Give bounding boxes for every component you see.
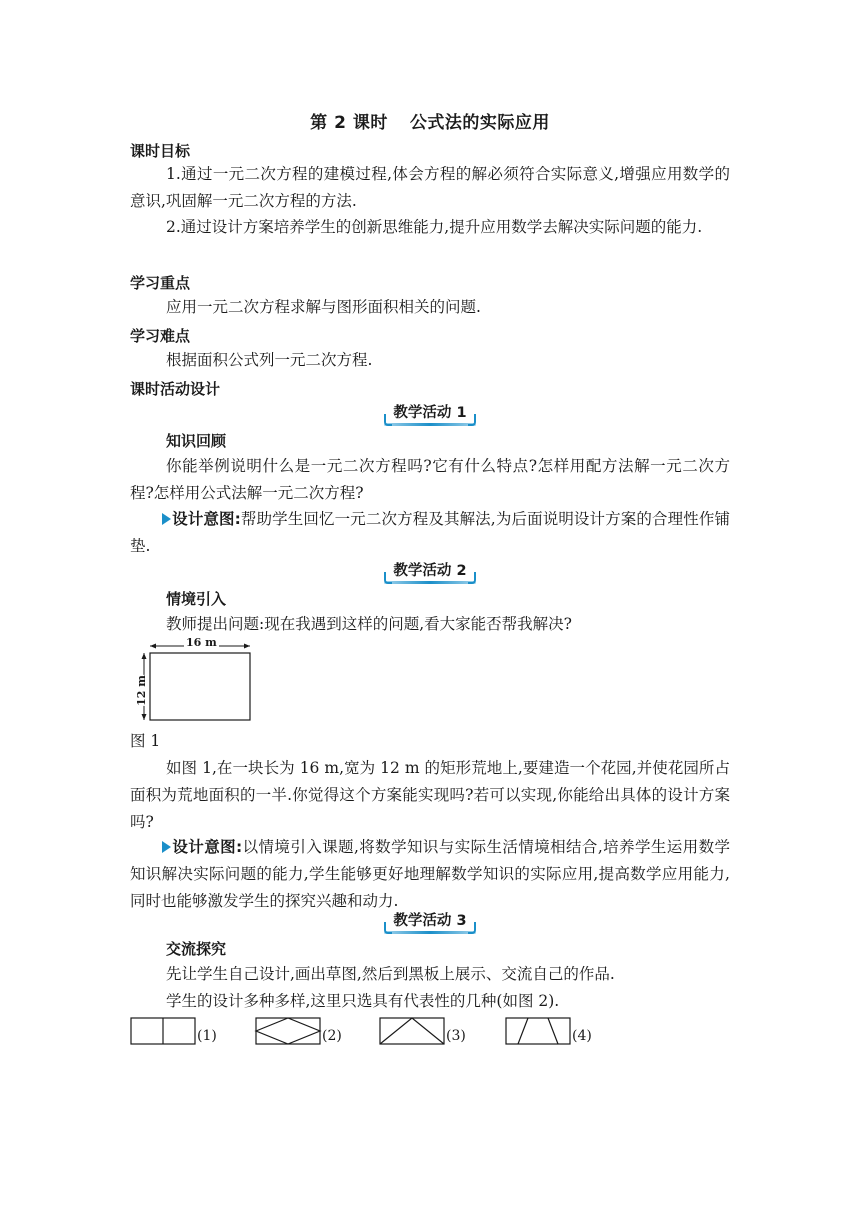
figure-1-caption: 图 1 bbox=[130, 732, 161, 750]
activity-2-subheading: 情境引入 bbox=[166, 590, 227, 608]
intent-label: 设计意图: bbox=[172, 510, 241, 528]
activity-2-intent bbox=[130, 834, 730, 915]
key-point-text: 应用一元二次方程求解与图形面积相关的问题. bbox=[166, 298, 481, 316]
activity-2-badge bbox=[384, 560, 476, 584]
design-4-shape bbox=[506, 1018, 570, 1044]
activity-2-text-2: 如图 1,在一块长为 16 m,宽为 12 m 的矩形荒地上,要建造一个花园,并使花园所占面积为荒地面积的一半.你觉得这个方案能实现吗?若可以实现,你能给出具体的设计方案吗? bbox=[130, 759, 730, 831]
arrow-right-icon bbox=[162, 841, 171, 853]
activity-2-badge-label: 教学活动 2 bbox=[393, 563, 467, 579]
activity-1-badge-label: 教学活动 1 bbox=[393, 405, 467, 421]
difficulty-heading: 学习难点 bbox=[130, 327, 191, 345]
activity-1-text: 你能举例说明什么是一元二次方程吗?它有什么特点?怎样用配方法解一元二次方程?怎样用公式法解一元二次方程? bbox=[130, 457, 730, 502]
arrow-right-icon bbox=[162, 513, 171, 525]
activity-3-badge bbox=[384, 910, 476, 934]
activity-3-text-1: 先让学生自己设计,画出草图,然后到黑板上展示、交流自己的作品. bbox=[166, 965, 615, 983]
design-2-label: (2) bbox=[322, 1028, 342, 1044]
lesson-title: 公式法的实际应用 bbox=[409, 113, 550, 133]
activity-3-badge-label: 教学活动 3 bbox=[393, 913, 467, 929]
figure-1-width-label: 16 m bbox=[186, 636, 217, 649]
figure-1-height-label: 12 m bbox=[134, 675, 148, 706]
goals-heading: 课时目标 bbox=[130, 142, 191, 160]
activity-1-subheading: 知识回顾 bbox=[166, 432, 227, 450]
figure-1-rectangle bbox=[130, 636, 260, 728]
goal-item-2: 2.通过设计方案培养学生的创新思维能力,提升应用数学去解决实际问题的能力. bbox=[166, 218, 703, 236]
activity-1-intent bbox=[130, 506, 730, 560]
design-3-label: (3) bbox=[446, 1028, 466, 1044]
intent-label: 设计意图: bbox=[172, 838, 243, 856]
design-1-shape bbox=[131, 1018, 195, 1044]
goal-item-1: 1.通过一元二次方程的建模过程,体会方程的解必须符合实际意义,增强应用数学的意识,巩固解一元二次方程的方法. bbox=[130, 165, 730, 210]
activity-3-text-2: 学生的设计多种多样,这里只选具有代表性的几种(如图 2). bbox=[166, 992, 560, 1010]
key-point-heading: 学习重点 bbox=[130, 274, 191, 292]
activity-1-badge bbox=[384, 402, 476, 426]
activity-3-subheading: 交流探究 bbox=[166, 940, 227, 958]
page-title bbox=[130, 108, 730, 133]
intent-text: 帮助学生回忆一元二次方程及其解法,为后面说明设计方案的合理性作铺垫. bbox=[130, 510, 730, 555]
activity-design-heading: 课时活动设计 bbox=[130, 380, 221, 398]
design-3-shape bbox=[380, 1018, 444, 1044]
design-4-label: (4) bbox=[572, 1028, 592, 1044]
intent-text: 以情境引入课题,将数学知识与实际生活情境相结合,培养学生运用数学知识解决实际问题的能力,学生能够更好地理解数学知识的实际应用,提高数学应用能力,同时也能够激发学生的探究兴趣和动力. bbox=[130, 838, 730, 910]
design-1-label: (1) bbox=[197, 1028, 217, 1044]
lesson-number: 第 2 课时 bbox=[310, 113, 388, 133]
activity-2-text-1: 教师提出问题:现在我遇到这样的问题,看大家能否帮我解决? bbox=[166, 615, 572, 633]
difficulty-text: 根据面积公式列一元二次方程. bbox=[166, 351, 373, 369]
design-2-shape bbox=[256, 1018, 320, 1044]
